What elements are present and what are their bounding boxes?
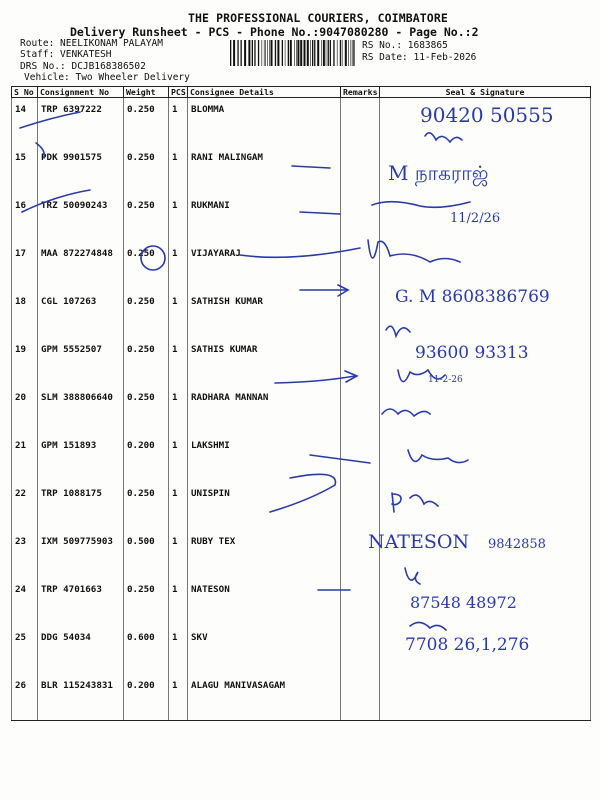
row-signature [380, 482, 591, 530]
table-row [12, 482, 591, 530]
row-consignment-no: TRP 1088175 [38, 482, 124, 530]
row-sno: 14 [12, 98, 38, 147]
handwritten-phone: 87548 48972 [410, 593, 517, 612]
row-remarks [341, 146, 380, 194]
row-weight: 0.250 [124, 482, 169, 530]
row-consignee: ALAGU MANIVASAGAM [188, 674, 341, 721]
row-consignee: SKV [188, 626, 341, 674]
row-weight: 0.500 [124, 530, 169, 578]
row-weight: 0.250 [124, 98, 169, 147]
row-consignment-no: IXM 509775903 [38, 530, 124, 578]
row-signature [380, 98, 591, 147]
row-sno: 20 [12, 386, 38, 434]
table-row [12, 194, 591, 242]
row-pcs: 1 [169, 530, 188, 578]
row-sno: 25 [12, 626, 38, 674]
row-remarks [341, 242, 380, 290]
handwritten-name: M நாகராஜ் [388, 161, 489, 185]
row-sno: 21 [12, 434, 38, 482]
table-row [12, 626, 591, 674]
row-weight: 0.250 [124, 578, 169, 626]
table-row [12, 674, 591, 721]
row-remarks [341, 674, 380, 721]
col-header-consignee: Consignee Details [188, 87, 341, 98]
col-header-pcs: PCS [169, 87, 188, 98]
vehicle-label: Vehicle: Two Wheeler Delivery [24, 72, 190, 83]
table-row [12, 530, 591, 578]
row-consignment-no: SLM 388806640 [38, 386, 124, 434]
runsheet-title: Delivery Runsheet - PCS - Phone No.:9047080280 - Page No.:2 [70, 25, 479, 39]
row-pcs: 1 [169, 290, 188, 338]
row-pcs: 1 [169, 338, 188, 386]
row-weight: 0.600 [124, 626, 169, 674]
row-weight: 0.250 [124, 386, 169, 434]
row-pcs: 1 [169, 626, 188, 674]
row-signature [380, 530, 591, 578]
handwritten-date: 11/2/26 [450, 211, 501, 226]
table-row [12, 290, 591, 338]
row-pcs: 1 [169, 578, 188, 626]
col-header-signature: Seal & Signature [380, 87, 591, 98]
row-consignment-no: PDK 9901575 [38, 146, 124, 194]
row-signature [380, 386, 591, 434]
company-name: THE PROFESSIONAL COURIERS, COIMBATORE [188, 11, 448, 25]
row-weight: 0.250 [124, 146, 169, 194]
row-sno: 15 [12, 146, 38, 194]
table-row [12, 434, 591, 482]
row-consignee: LAKSHMI [188, 434, 341, 482]
row-signature [380, 338, 591, 386]
row-remarks [341, 194, 380, 242]
row-consignee: BLOMMA [188, 98, 341, 147]
rs-number: RS No.: 1683865 [362, 40, 448, 51]
row-consignee: RUBY TEX [188, 530, 341, 578]
row-weight: 0.250 [124, 242, 169, 290]
row-sno: 18 [12, 290, 38, 338]
row-pcs: 1 [169, 242, 188, 290]
handwritten-phone: 7708 26,1,276 [405, 635, 530, 655]
row-weight: 0.200 [124, 674, 169, 721]
row-sno: 16 [12, 194, 38, 242]
row-consignment-no: TRP 4701663 [38, 578, 124, 626]
row-weight: 0.250 [124, 194, 169, 242]
row-remarks [341, 290, 380, 338]
row-weight: 0.200 [124, 434, 169, 482]
row-consignee: SATHIS KUMAR [188, 338, 341, 386]
route-label: Route: NEELIKONAM PALAYAM [20, 38, 163, 49]
row-pcs: 1 [169, 98, 188, 147]
row-sno: 23 [12, 530, 38, 578]
handwritten-phone: 93600 93313 [415, 343, 529, 363]
row-signature [380, 626, 591, 674]
row-consignment-no: TRP 6397222 [38, 98, 124, 147]
row-remarks [341, 626, 380, 674]
col-header-remarks: Remarks [341, 87, 380, 98]
row-remarks [341, 578, 380, 626]
handwritten-name: NATESON [368, 531, 470, 553]
row-remarks [341, 98, 380, 147]
runsheet-table [11, 86, 591, 721]
row-pcs: 1 [169, 386, 188, 434]
row-consignment-no: TRZ 50090243 [38, 194, 124, 242]
row-sno: 22 [12, 482, 38, 530]
row-consignee: SATHISH KUMAR [188, 290, 341, 338]
drs-number: DRS No.: DCJB168386502 [20, 61, 146, 72]
row-sno: 24 [12, 578, 38, 626]
row-signature [380, 194, 591, 242]
row-pcs: 1 [169, 674, 188, 721]
row-consignment-no: GPM 5552507 [38, 338, 124, 386]
table-row [12, 146, 591, 194]
col-header-sno: S No [12, 87, 38, 98]
row-consignee: RUKMANI [188, 194, 341, 242]
row-consignee: VIJAYARAJ [188, 242, 341, 290]
row-sno: 19 [12, 338, 38, 386]
row-signature [380, 434, 591, 482]
barcode-image [230, 40, 356, 66]
row-signature [380, 242, 591, 290]
row-remarks [341, 386, 380, 434]
row-signature [380, 674, 591, 721]
row-consignee: UNISPIN [188, 482, 341, 530]
staff-label: Staff: VENKATESH [20, 49, 112, 60]
row-consignee: RADHARA MANNAN [188, 386, 341, 434]
row-pcs: 1 [169, 434, 188, 482]
row-consignment-no: MAA 872274848 [38, 242, 124, 290]
table-header-row [12, 87, 591, 98]
row-remarks [341, 530, 380, 578]
row-remarks [341, 338, 380, 386]
row-pcs: 1 [169, 482, 188, 530]
row-consignee: NATESON [188, 578, 341, 626]
table-row [12, 578, 591, 626]
row-consignment-no: BLR 115243831 [38, 674, 124, 721]
table-row [12, 98, 591, 147]
handwritten-phone: 90420 50555 [420, 103, 554, 127]
row-consignment-no: CGL 107263 [38, 290, 124, 338]
rs-date: RS Date: 11-Feb-2026 [362, 52, 477, 63]
handwritten-name-phone: G. M 8608386769 [395, 287, 550, 307]
row-weight: 0.250 [124, 338, 169, 386]
row-consignment-no: DDG 54034 [38, 626, 124, 674]
col-header-weight: Weight [124, 87, 169, 98]
row-signature [380, 290, 591, 338]
col-header-consignment: Consignment No [38, 87, 124, 98]
row-pcs: 1 [169, 194, 188, 242]
table-row [12, 338, 591, 386]
handwritten-phone: 9842858 [488, 537, 546, 552]
row-signature [380, 578, 591, 626]
row-pcs: 1 [169, 146, 188, 194]
row-remarks [341, 482, 380, 530]
row-sno: 17 [12, 242, 38, 290]
handwritten-date: 11-2-26 [428, 375, 463, 385]
row-consignment-no: GPM 151893 [38, 434, 124, 482]
table-row [12, 242, 591, 290]
table-row [12, 386, 591, 434]
row-signature [380, 146, 591, 194]
row-sno: 26 [12, 674, 38, 721]
row-consignee: RANI MALINGAM [188, 146, 341, 194]
row-remarks [341, 434, 380, 482]
row-weight: 0.250 [124, 290, 169, 338]
